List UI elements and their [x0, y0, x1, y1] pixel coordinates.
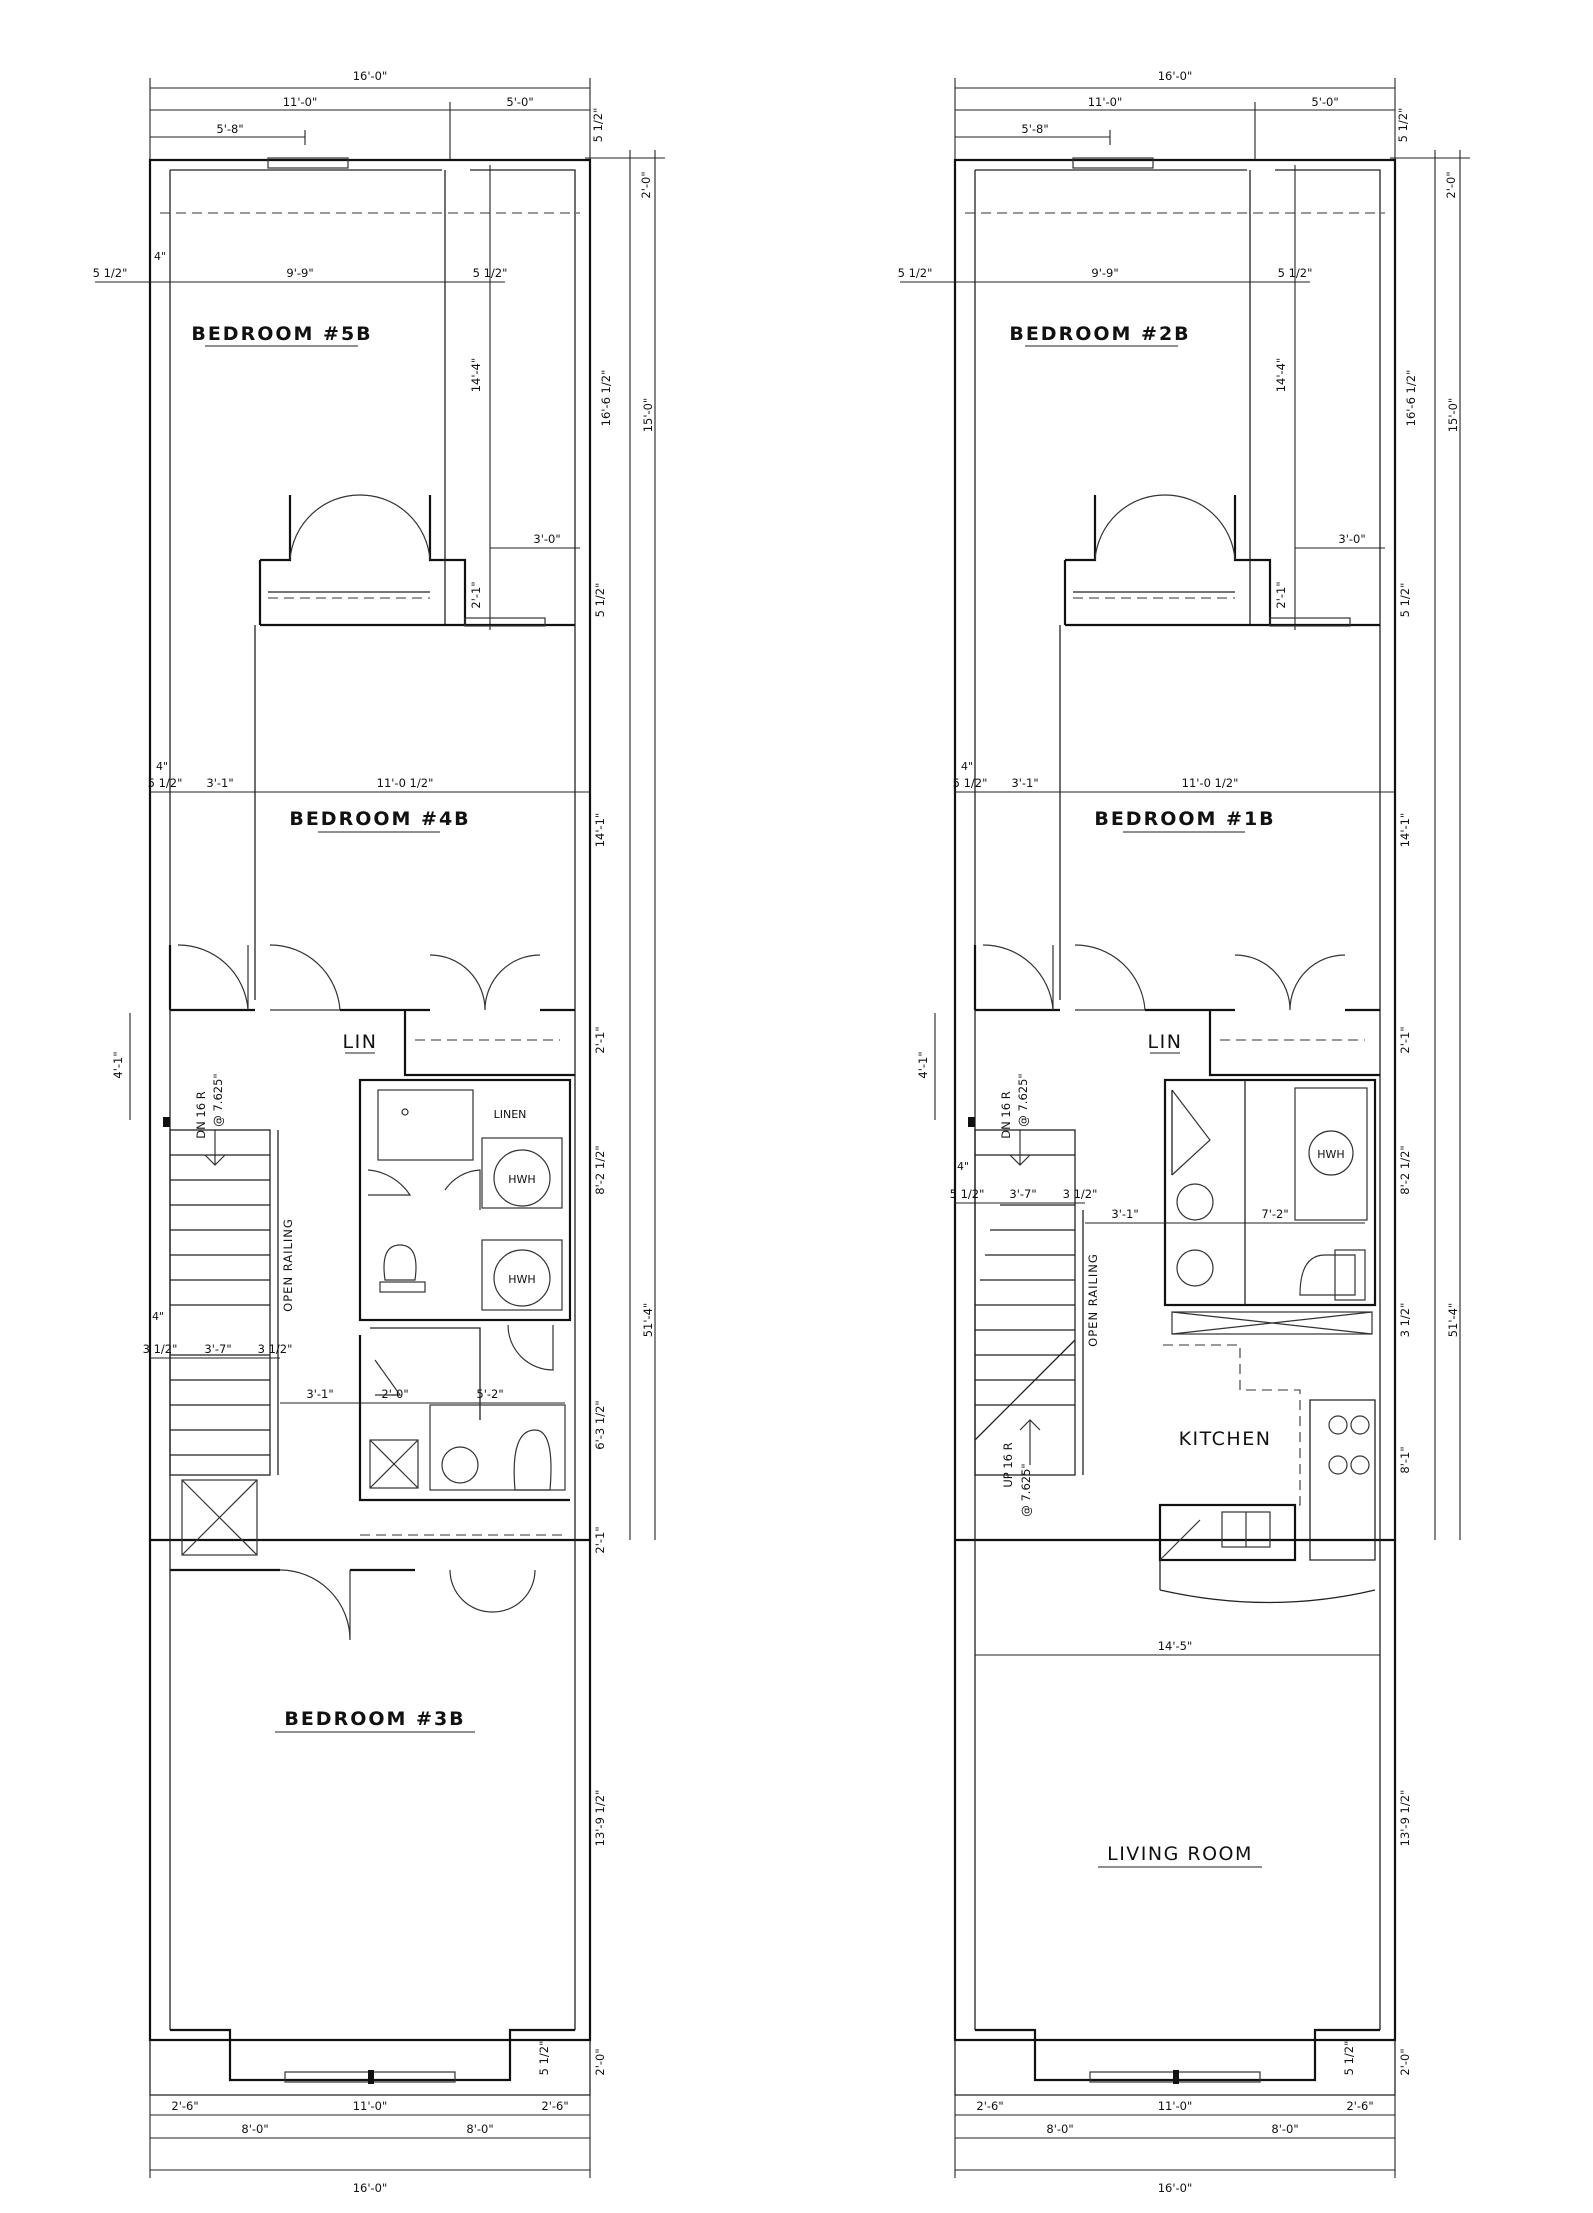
- room-label-living-room: LIVING ROOM: [1107, 1843, 1253, 1865]
- svg-text:3 1/2": 3 1/2": [1062, 1187, 1098, 1201]
- svg-text:14'-5": 14'-5": [1157, 1639, 1193, 1653]
- svg-text:16'-6 1/2": 16'-6 1/2": [1404, 369, 1418, 427]
- svg-text:2'-6": 2'-6": [1346, 2099, 1374, 2113]
- svg-text:DN 16 R: DN 16 R: [194, 1091, 208, 1139]
- svg-text:5 1/2": 5 1/2": [1277, 266, 1313, 280]
- svg-text:5 1/2": 5 1/2": [1396, 107, 1410, 143]
- svg-text:5 1/2": 5 1/2": [1342, 2040, 1356, 2076]
- linen-label: LINEN: [493, 1108, 527, 1121]
- svg-text:14'-4": 14'-4": [1274, 357, 1288, 393]
- svg-text:8'-2 1/2": 8'-2 1/2": [1398, 1145, 1412, 1195]
- svg-text:5'-2": 5'-2": [476, 1387, 504, 1401]
- svg-text:15'-0": 15'-0": [641, 397, 655, 433]
- svg-text:15'-0": 15'-0": [1446, 397, 1460, 433]
- svg-text:5 1/2": 5 1/2": [1398, 582, 1412, 618]
- svg-text:11'-0": 11'-0": [1157, 2099, 1193, 2113]
- svg-text:LIN: LIN: [1147, 1031, 1183, 1053]
- svg-text:8'-0": 8'-0": [1271, 2122, 1299, 2136]
- svg-text:5 1/2": 5 1/2": [147, 776, 183, 790]
- room-label-bedroom-3b: BEDROOM #3B: [284, 1708, 466, 1730]
- svg-text:3'-7": 3'-7": [1009, 1187, 1037, 1201]
- kitchen: [1160, 1345, 1375, 1603]
- svg-text:4": 4": [960, 760, 974, 773]
- svg-text:4": 4": [155, 760, 169, 773]
- svg-text:@ 7.625": @ 7.625": [1016, 1073, 1030, 1127]
- svg-text:5'-8": 5'-8": [1021, 122, 1049, 136]
- svg-text:2'-0": 2'-0": [1444, 171, 1458, 199]
- svg-text:2'-0": 2'-0": [381, 1387, 409, 1401]
- svg-text:3'-0": 3'-0": [1338, 532, 1366, 546]
- svg-text:3'-7": 3'-7": [204, 1342, 232, 1356]
- svg-text:9'-9": 9'-9": [286, 266, 314, 280]
- svg-text:2'-1": 2'-1": [1398, 1026, 1412, 1054]
- room-label-bedroom-5b: BEDROOM #5B: [191, 323, 373, 345]
- right-top-dimensions: [955, 69, 1470, 625]
- dim-top-right: 5'-0": [506, 95, 534, 109]
- svg-text:14'-4": 14'-4": [469, 357, 483, 393]
- left-top-dimensions: [150, 69, 665, 625]
- right-outer-wall: [952, 160, 1395, 1540]
- svg-text:UP 16 R: UP 16 R: [1001, 1442, 1015, 1488]
- svg-text:7'-2": 7'-2": [1261, 1207, 1289, 1221]
- svg-text:51'-4": 51'-4": [1446, 1302, 1460, 1338]
- svg-text:3'-1": 3'-1": [1111, 1207, 1139, 1221]
- svg-text:3 1/2": 3 1/2": [142, 1342, 178, 1356]
- svg-text:2'-1": 2'-1": [593, 1026, 607, 1054]
- svg-text:3'-1": 3'-1": [206, 776, 234, 790]
- svg-text:5 1/2": 5 1/2": [472, 266, 508, 280]
- svg-text:51'-4": 51'-4": [641, 1302, 655, 1338]
- svg-text:OPEN RAILING: OPEN RAILING: [1086, 1253, 1100, 1347]
- dim-sub-top: 5'-8": [216, 122, 244, 136]
- svg-text:5 1/2": 5 1/2": [537, 2040, 551, 2076]
- svg-text:8'-0": 8'-0": [1046, 2122, 1074, 2136]
- hwh-label: HWH: [1317, 1148, 1345, 1161]
- svg-text:DN 16 R: DN 16 R: [999, 1091, 1013, 1139]
- svg-text:9'-9": 9'-9": [1091, 266, 1119, 280]
- svg-text:@ 7.625": @ 7.625": [1019, 1463, 1033, 1517]
- svg-text:11'-0 1/2": 11'-0 1/2": [1181, 776, 1239, 790]
- right-stair: [950, 1073, 1100, 1516]
- svg-text:2'-1": 2'-1": [469, 581, 483, 609]
- svg-text:11'-0": 11'-0": [1087, 95, 1123, 109]
- svg-text:14'-1": 14'-1": [1398, 812, 1412, 848]
- svg-text:4'-1": 4'-1": [916, 1051, 930, 1079]
- dim-r-2ft: 2'-0": [639, 171, 653, 199]
- svg-text:2'-0": 2'-0": [1398, 2048, 1412, 2076]
- dim-overall-bottom: 16'-0": [352, 2181, 388, 2195]
- svg-text:3'-0": 3'-0": [533, 532, 561, 546]
- svg-text:4": 4": [151, 1310, 165, 1323]
- svg-text:8'-2 1/2": 8'-2 1/2": [593, 1145, 607, 1195]
- svg-text:3 1/2": 3 1/2": [257, 1342, 293, 1356]
- left-floor-plan: [93, 69, 665, 2195]
- svg-text:5 1/2": 5 1/2": [952, 776, 988, 790]
- svg-text:11'-0 1/2": 11'-0 1/2": [376, 776, 434, 790]
- svg-text:2'-6": 2'-6": [541, 2099, 569, 2113]
- svg-text:2'-1": 2'-1": [1274, 581, 1288, 609]
- room-label-bedroom-1b: BEDROOM #1B: [1094, 808, 1276, 830]
- svg-text:5 1/2": 5 1/2": [897, 266, 933, 280]
- left-outer-wall: [147, 160, 590, 1540]
- open-railing-label: OPEN RAILING: [281, 1218, 295, 1312]
- svg-text:13'-9 1/2": 13'-9 1/2": [593, 1789, 607, 1847]
- svg-text:14'-1": 14'-1": [593, 812, 607, 848]
- left-bath-block: [280, 1080, 570, 1500]
- svg-text:4": 4": [956, 1160, 970, 1173]
- lin-label: LIN: [342, 1031, 378, 1053]
- right-bath-block: [1085, 1080, 1375, 1334]
- svg-text:5 1/2": 5 1/2": [92, 266, 128, 280]
- svg-text:8'-1": 8'-1": [1398, 1446, 1412, 1474]
- svg-text:8'-0": 8'-0": [466, 2122, 494, 2136]
- svg-text:@ 7.625": @ 7.625": [211, 1073, 225, 1127]
- svg-text:2'-0": 2'-0": [593, 2048, 607, 2076]
- right-floor-plan: [898, 69, 1470, 2195]
- svg-text:8'-0": 8'-0": [241, 2122, 269, 2136]
- room-label-bedroom-2b: BEDROOM #2B: [1009, 323, 1191, 345]
- svg-text:5'-0": 5'-0": [1311, 95, 1339, 109]
- dim-overall-top: 16'-0": [352, 69, 388, 83]
- svg-text:3'-1": 3'-1": [306, 1387, 334, 1401]
- svg-text:5 1/2": 5 1/2": [949, 1187, 985, 1201]
- svg-text:6'-3 1/2": 6'-3 1/2": [593, 1400, 607, 1450]
- svg-text:16'-0": 16'-0": [1157, 69, 1193, 83]
- svg-text:16'-0": 16'-0": [1157, 2181, 1193, 2195]
- svg-text:11'-0": 11'-0": [352, 2099, 388, 2113]
- svg-text:4'-1": 4'-1": [111, 1051, 125, 1079]
- svg-text:16'-6 1/2": 16'-6 1/2": [599, 369, 613, 427]
- left-stair: [143, 1073, 295, 1475]
- dim-top-left: 11'-0": [282, 95, 318, 109]
- svg-text:4": 4": [153, 250, 167, 263]
- hwh-label-2: HWH: [508, 1273, 536, 1286]
- room-label-bedroom-4b: BEDROOM #4B: [289, 808, 471, 830]
- svg-text:2'-6": 2'-6": [976, 2099, 1004, 2113]
- svg-text:5 1/2": 5 1/2": [593, 582, 607, 618]
- dim-r-top: 5 1/2": [591, 107, 605, 143]
- svg-text:3 1/2": 3 1/2": [1398, 1302, 1412, 1338]
- svg-text:3'-1": 3'-1": [1011, 776, 1039, 790]
- svg-text:2'-1": 2'-1": [593, 1526, 607, 1554]
- hwh-label-1: HWH: [508, 1173, 536, 1186]
- room-label-kitchen: KITCHEN: [1178, 1428, 1272, 1450]
- svg-text:13'-9 1/2": 13'-9 1/2": [1398, 1789, 1412, 1847]
- svg-text:2'-6": 2'-6": [171, 2099, 199, 2113]
